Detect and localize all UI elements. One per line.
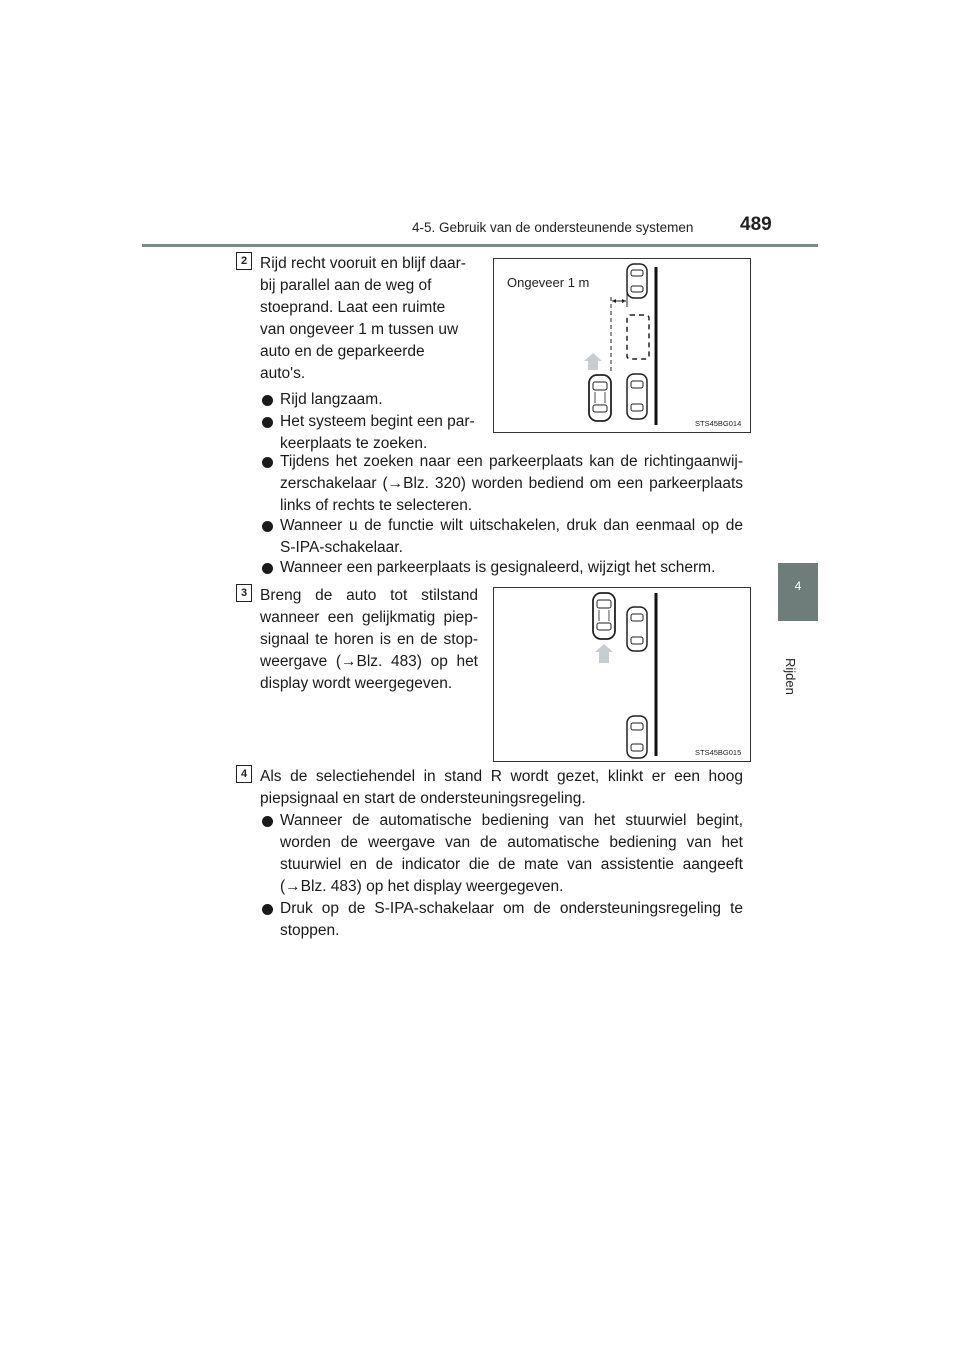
bullet-line: S-IPA-schakelaar. (280, 539, 403, 556)
intro-line: auto en de geparkeerde (260, 343, 425, 360)
bullet-line: Tijdens het zoeken naar een parkeerplaats kan de richtingaanwij- (280, 453, 743, 470)
bullet-icon (262, 395, 273, 406)
intro-line: Rijd recht vooruit en blijf daar- (260, 255, 466, 272)
parked-car-icon (627, 716, 647, 758)
intro-line: wanneer een gelijkmatig piep- (260, 609, 478, 626)
bullet-line: Wanneer de automatische bediening van het stuurwiel begint, (280, 812, 743, 829)
own-car-icon (593, 593, 615, 639)
bullet-line: stoppen. (280, 922, 340, 939)
bullet-icon (262, 904, 273, 915)
page-number: 489 (740, 214, 772, 235)
step-badge-4: 4 (236, 765, 252, 783)
bullet-line: Het systeem begint een par- (280, 413, 475, 430)
intro-line: weergave (→Blz. 483) op het (260, 653, 478, 670)
figure-code: STS45BG015 (695, 748, 742, 757)
bullet-line: links of rechts te selecteren. (280, 497, 473, 514)
own-car-icon (589, 375, 611, 421)
intro-line: Breng de auto tot stilstand (260, 587, 478, 604)
intro-line: bij parallel aan de weg of (260, 277, 432, 294)
chapter-label: Rijden (783, 658, 798, 695)
chapter-number: 4 (794, 579, 802, 593)
figure-parallel-spacing (493, 258, 751, 433)
chapter-tab[interactable] (778, 563, 818, 621)
empty-slot (627, 315, 649, 359)
bullet-icon (262, 563, 273, 574)
intro-line: stoeprand. Laat een ruimte (260, 299, 446, 316)
bullet-icon (262, 417, 273, 428)
distance-label: Ongeveer 1 m (507, 275, 590, 290)
step-badge-2: 2 (236, 252, 252, 270)
bullet-line: stuurwiel en de indicator die de mate van assistentie aangeeft (280, 856, 743, 873)
section-title: 4-5. Gebruik van de ondersteunende systemen (412, 220, 694, 235)
parked-car-icon (627, 264, 647, 298)
forward-arrow-icon (595, 644, 613, 663)
bullet-icon (262, 521, 273, 532)
intro-line: van ongeveer 1 m tussen uw (260, 321, 459, 338)
bullet-line: Druk op de S-IPA-schakelaar om de ondersteuningsregeling te (280, 900, 743, 917)
figure-code: STS45BG014 (695, 419, 742, 428)
bullet-line: Wanneer u de functie wilt uitschakelen, druk dan eenmaal op de (280, 517, 743, 534)
intro-line: piepsignaal en start de ondersteuningsregeling. (260, 790, 586, 807)
intro-line: Als de selectiehendel in stand R wordt gezet, klinkt er een hoog (260, 768, 743, 785)
figure-stop-position (493, 587, 751, 762)
parked-car-icon (627, 607, 647, 651)
bullet-line: keerplaats te zoeken. (280, 435, 428, 452)
bullet-line: Wanneer een parkeerplaats is gesignaleerd, wijzigt het scherm. (280, 559, 716, 576)
stop-diagram (494, 588, 750, 761)
intro-line: signaal te horen is en de stop- (260, 631, 478, 648)
intro-line: display wordt weergegeven. (260, 675, 453, 692)
step-badge-3: 3 (236, 584, 252, 602)
bullet-line: zerschakelaar (→Blz. 320) worden bediend om een parkeerplaats (280, 475, 743, 492)
intro-line: auto's. (260, 365, 306, 382)
forward-arrow-icon (584, 353, 602, 370)
bullet-icon (262, 816, 273, 827)
bullet-icon (262, 457, 273, 468)
bullet-line: Rijd langzaam. (280, 391, 383, 408)
header-rule (142, 244, 818, 247)
parking-diagram (494, 259, 750, 432)
parked-car-icon (627, 374, 647, 419)
bullet-line: worden de weergave van de automatische bediening van het (280, 834, 743, 851)
bullet-line: (→Blz. 483) op het display weergegeven. (280, 878, 564, 895)
